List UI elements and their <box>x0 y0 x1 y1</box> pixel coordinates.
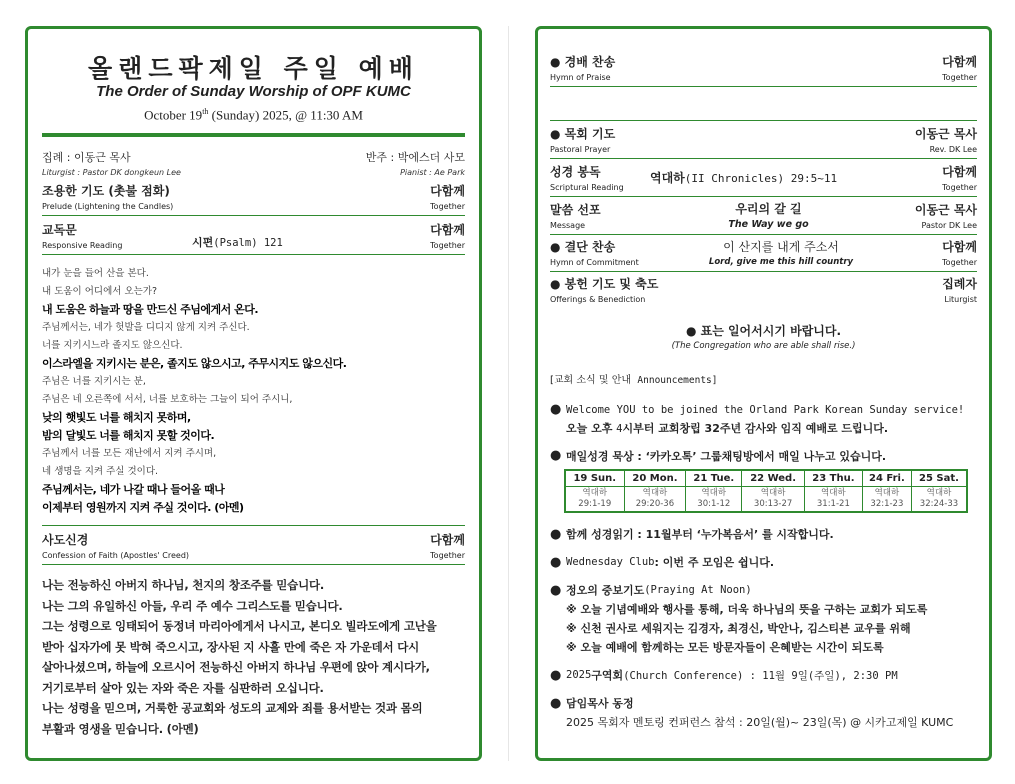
reading-cell: 역대하 29:1-19 <box>565 486 624 512</box>
psalm-line: 주님께서는, 네가 나갈 때나 들어올 때나 <box>42 483 225 496</box>
reading-cell: 역대하 32:1-23 <box>862 486 911 512</box>
announcements-header: [교회 소식 및 안내 Announcements] <box>550 375 718 386</box>
bullet-icon: ● <box>550 448 562 463</box>
reading-cell: 역대하 29:20-36 <box>624 486 686 512</box>
psalm-line: 주님은 너를 지키시는 분, <box>42 376 146 387</box>
commitment-hymn-title: 이 산지를 내게 주소서 Lord, give me this hill country <box>708 240 854 267</box>
apostles-creed-text <box>42 575 465 739</box>
left-bulletin-panel <box>25 26 482 761</box>
pianist: 반주 : 박에스더 사모 Pianist : Ae Park <box>365 151 465 177</box>
order-item-commitment-hymn: ● 결단 찬송 Hymn of Commitment 이 산지를 내게 주소서 Lord, give me this hill country 다함께 Together <box>550 235 977 272</box>
liturgist: 집례 : 이동근 목사 Liturgist : Pastor DK dongkeun Lee <box>42 151 181 177</box>
title-korean: 올랜드팍제일 주일 예배 <box>88 54 419 83</box>
stand-note: ● 표는 일어서시기 바랍니다. (The Congregation who are able shall rise.) <box>671 324 856 351</box>
day-header: 20 Mon. <box>624 470 686 486</box>
bullet-icon: ● <box>550 526 562 542</box>
order-item-responsive-reading: 교독문 Responsive Reading 시편(Psalm) 121 다함께 Together <box>42 216 465 255</box>
leader-row <box>42 149 465 177</box>
center-divider <box>508 26 509 761</box>
reading-cell: 역대하 30:1-12 <box>686 486 742 512</box>
day-header: 24 Fri. <box>862 470 911 486</box>
announcement-welcome: ● Welcome YOU to be joined the Orland Park Korean Sunday service! 오늘 오후 4시부터 교회창립 32주년 감사와 임직 예배로 드립니다. <box>550 402 965 435</box>
announcement-church-conference: ● 2025 구역회 (Church Conference) : 11월 9일(주일), 2:30 PM <box>550 667 898 683</box>
day-header: 25 Sat. <box>911 470 967 486</box>
reading-cell: 역대하 31:1-21 <box>804 486 862 512</box>
psalm-line: 이제부터 영원까지 지켜 주실 것이다. (아멘) <box>42 501 244 514</box>
psalm-line: 네 생명을 지켜 주실 것이다. <box>42 466 159 477</box>
creed-line: 받아 십자가에 못 박혀 죽으시고, 장사된 지 사흘 만에 죽은 자 가운데서 다시 <box>42 639 420 654</box>
order-item-pastoral-prayer: ● 목회 기도 Pastoral Prayer 이동근 목사 Rev. DK Lee <box>550 121 977 159</box>
psalm-line: 낮의 햇빛도 너를 해치지 못하며, <box>42 411 191 424</box>
creed-line: 부활과 영생을 믿습니다. (아멘) <box>42 721 199 736</box>
order-item-offering: ● 봉헌 기도 및 축도 Offerings & Benediction 집례자 Liturgist <box>550 277 977 304</box>
psalm-line: 내 도움은 하늘과 땅을 만드신 주님에게서 온다. <box>42 303 259 316</box>
psalm-line: 주님은 네 오른쪽에 서서, 너를 보호하는 그늘이 되어 주시니, <box>42 394 293 405</box>
announcement-wednesday-club: ● Wednesday Club : 이번 주 모임은 쉽니다. <box>550 554 775 570</box>
bible-reading-table <box>564 469 968 513</box>
psalm-line: 주님께서 너를 모든 재난에서 지켜 주시며, <box>42 448 217 459</box>
psalm-line: 주님께서는, 네가 헛발을 디디지 않게 지켜 주신다. <box>42 322 250 333</box>
reading-cell: 역대하 32:24-33 <box>911 486 967 512</box>
psalm-line: 내가 눈을 들어 산을 본다. <box>42 268 149 279</box>
psalm-text <box>42 255 465 526</box>
creed-line: 거기로부터 살아 있는 자와 죽은 자를 심판하러 오십니다. <box>42 680 324 695</box>
announcement-together-reading: ● 함께 성경읽기 : 11월부터 ‘누가복음서’ 를 시작합니다. <box>550 526 834 542</box>
bullet-icon: ● <box>550 554 562 570</box>
psalm-line: 이스라엘을 지키시는 분은, 졸지도 않으시고, 주무시지도 않으신다. <box>42 357 347 370</box>
announcement-pastor-news: ● 담임목사 동정 2025 목회자 멘토링 컨퍼런스 참석 : 20일(월)~ 23일(목) @ 시카고제일 KUMC <box>550 695 954 729</box>
psalm-line: 내 도움이 어디에서 오는가? <box>42 286 158 297</box>
order-item-message: 말씀 선포 Message 우리의 갈 길 The Way we go 이동근 목사 Pastor DK Lee <box>550 197 977 235</box>
creed-line: 그는 성령으로 잉태되어 동정녀 마리아에게서 나시고, 본디오 빌라도에게 고난을 <box>42 619 437 633</box>
day-header: 23 Thu. <box>804 470 862 486</box>
scripture-passage: 역대하(II Chronicles) 29:5~11 <box>650 171 838 185</box>
blank-row <box>550 87 977 121</box>
psalm-line: 너를 지키시느라 졸지도 않으신다. <box>42 340 183 351</box>
service-date: October 19th (Sunday) 2025, @ 11:30 AM <box>144 107 363 123</box>
responsive-reading-passage: 시편(Psalm) 121 <box>192 236 283 249</box>
order-item-scripture: 성경 봉독 Scriptural Reading 역대하(II Chronicles) 29:5~11 다함께 Together <box>550 159 977 197</box>
right-bulletin-panel <box>535 26 992 761</box>
bullet-icon: ● <box>550 582 562 598</box>
creed-line: 살아나셨으며, 하늘에 오르시어 전능하신 아버지 하나님 우편에 앉아 계시다가, <box>42 660 430 674</box>
header-rule <box>42 133 465 137</box>
announcement-noon-prayer: ● 정오의 중보기도 (Praying At Noon) ※ 오늘 기념예배와 행사를 통해, 더욱 하나님의 뜻을 구하는 교회가 되도록 ※ 신천 권사로 세워지는 김경자, 최경신, 박안나, 김스티븐 교우를 위해 ※ 오늘 예배에 함께하는 모든 방문자들이 은혜받는 시간이 되도록 <box>550 582 928 654</box>
creed-line: 나는 성령을 믿으며, 거룩한 공교회와 성도의 교제와 죄를 용서받는 것과 몸의 <box>42 701 423 715</box>
order-item-praise-hymn: ● 경배 찬송 Hymn of Praise 다함께 Together <box>550 29 977 87</box>
bullet-icon: ● <box>550 667 562 683</box>
title-english: The Order of Sunday Worship of OPF KUMC <box>96 83 411 100</box>
bullet-icon: ● <box>550 402 562 417</box>
reading-cell: 역대하 30:13-27 <box>742 486 805 512</box>
sermon-title: 우리의 갈 길 The Way we go <box>728 202 809 230</box>
day-header: 22 Wed. <box>742 470 805 486</box>
announcement-meditation: ● 매일성경 묵상 : ‘카카오톡’ 그룹채팅방에서 매일 나누고 있습니다. 19 Sun. 20 Mon. 21 Tue. 22 Wed. 23 Thu. 24 Fri. 25 Sat. 역대하 29:1-19 역대하 29:20-36 역대하 30:1-12 역대하 30:13-27 역대하 31:1-21 역대하 32:1-23 역대하 32:24-33 <box>550 446 977 513</box>
bullet-icon: ● <box>550 695 562 711</box>
creed-line: 나는 전능하신 아버지 하나님, 천지의 창조주를 믿습니다. <box>42 578 325 592</box>
creed-line: 나는 그의 유일하신 아들, 우리 주 예수 그리스도를 믿습니다. <box>42 598 343 613</box>
order-item-prelude: 조용한 기도 (촛불 점화) Prelude (Lightening the Candles) 다함께 Together <box>42 177 465 216</box>
order-item-confession: 사도신경 Confession of Faith (Apostles' Creed) 다함께 Together <box>42 526 465 565</box>
day-header: 19 Sun. <box>565 470 624 486</box>
psalm-line: 밤의 달빛도 너를 해치지 못할 것이다. <box>42 429 215 442</box>
day-header: 21 Tue. <box>686 470 742 486</box>
